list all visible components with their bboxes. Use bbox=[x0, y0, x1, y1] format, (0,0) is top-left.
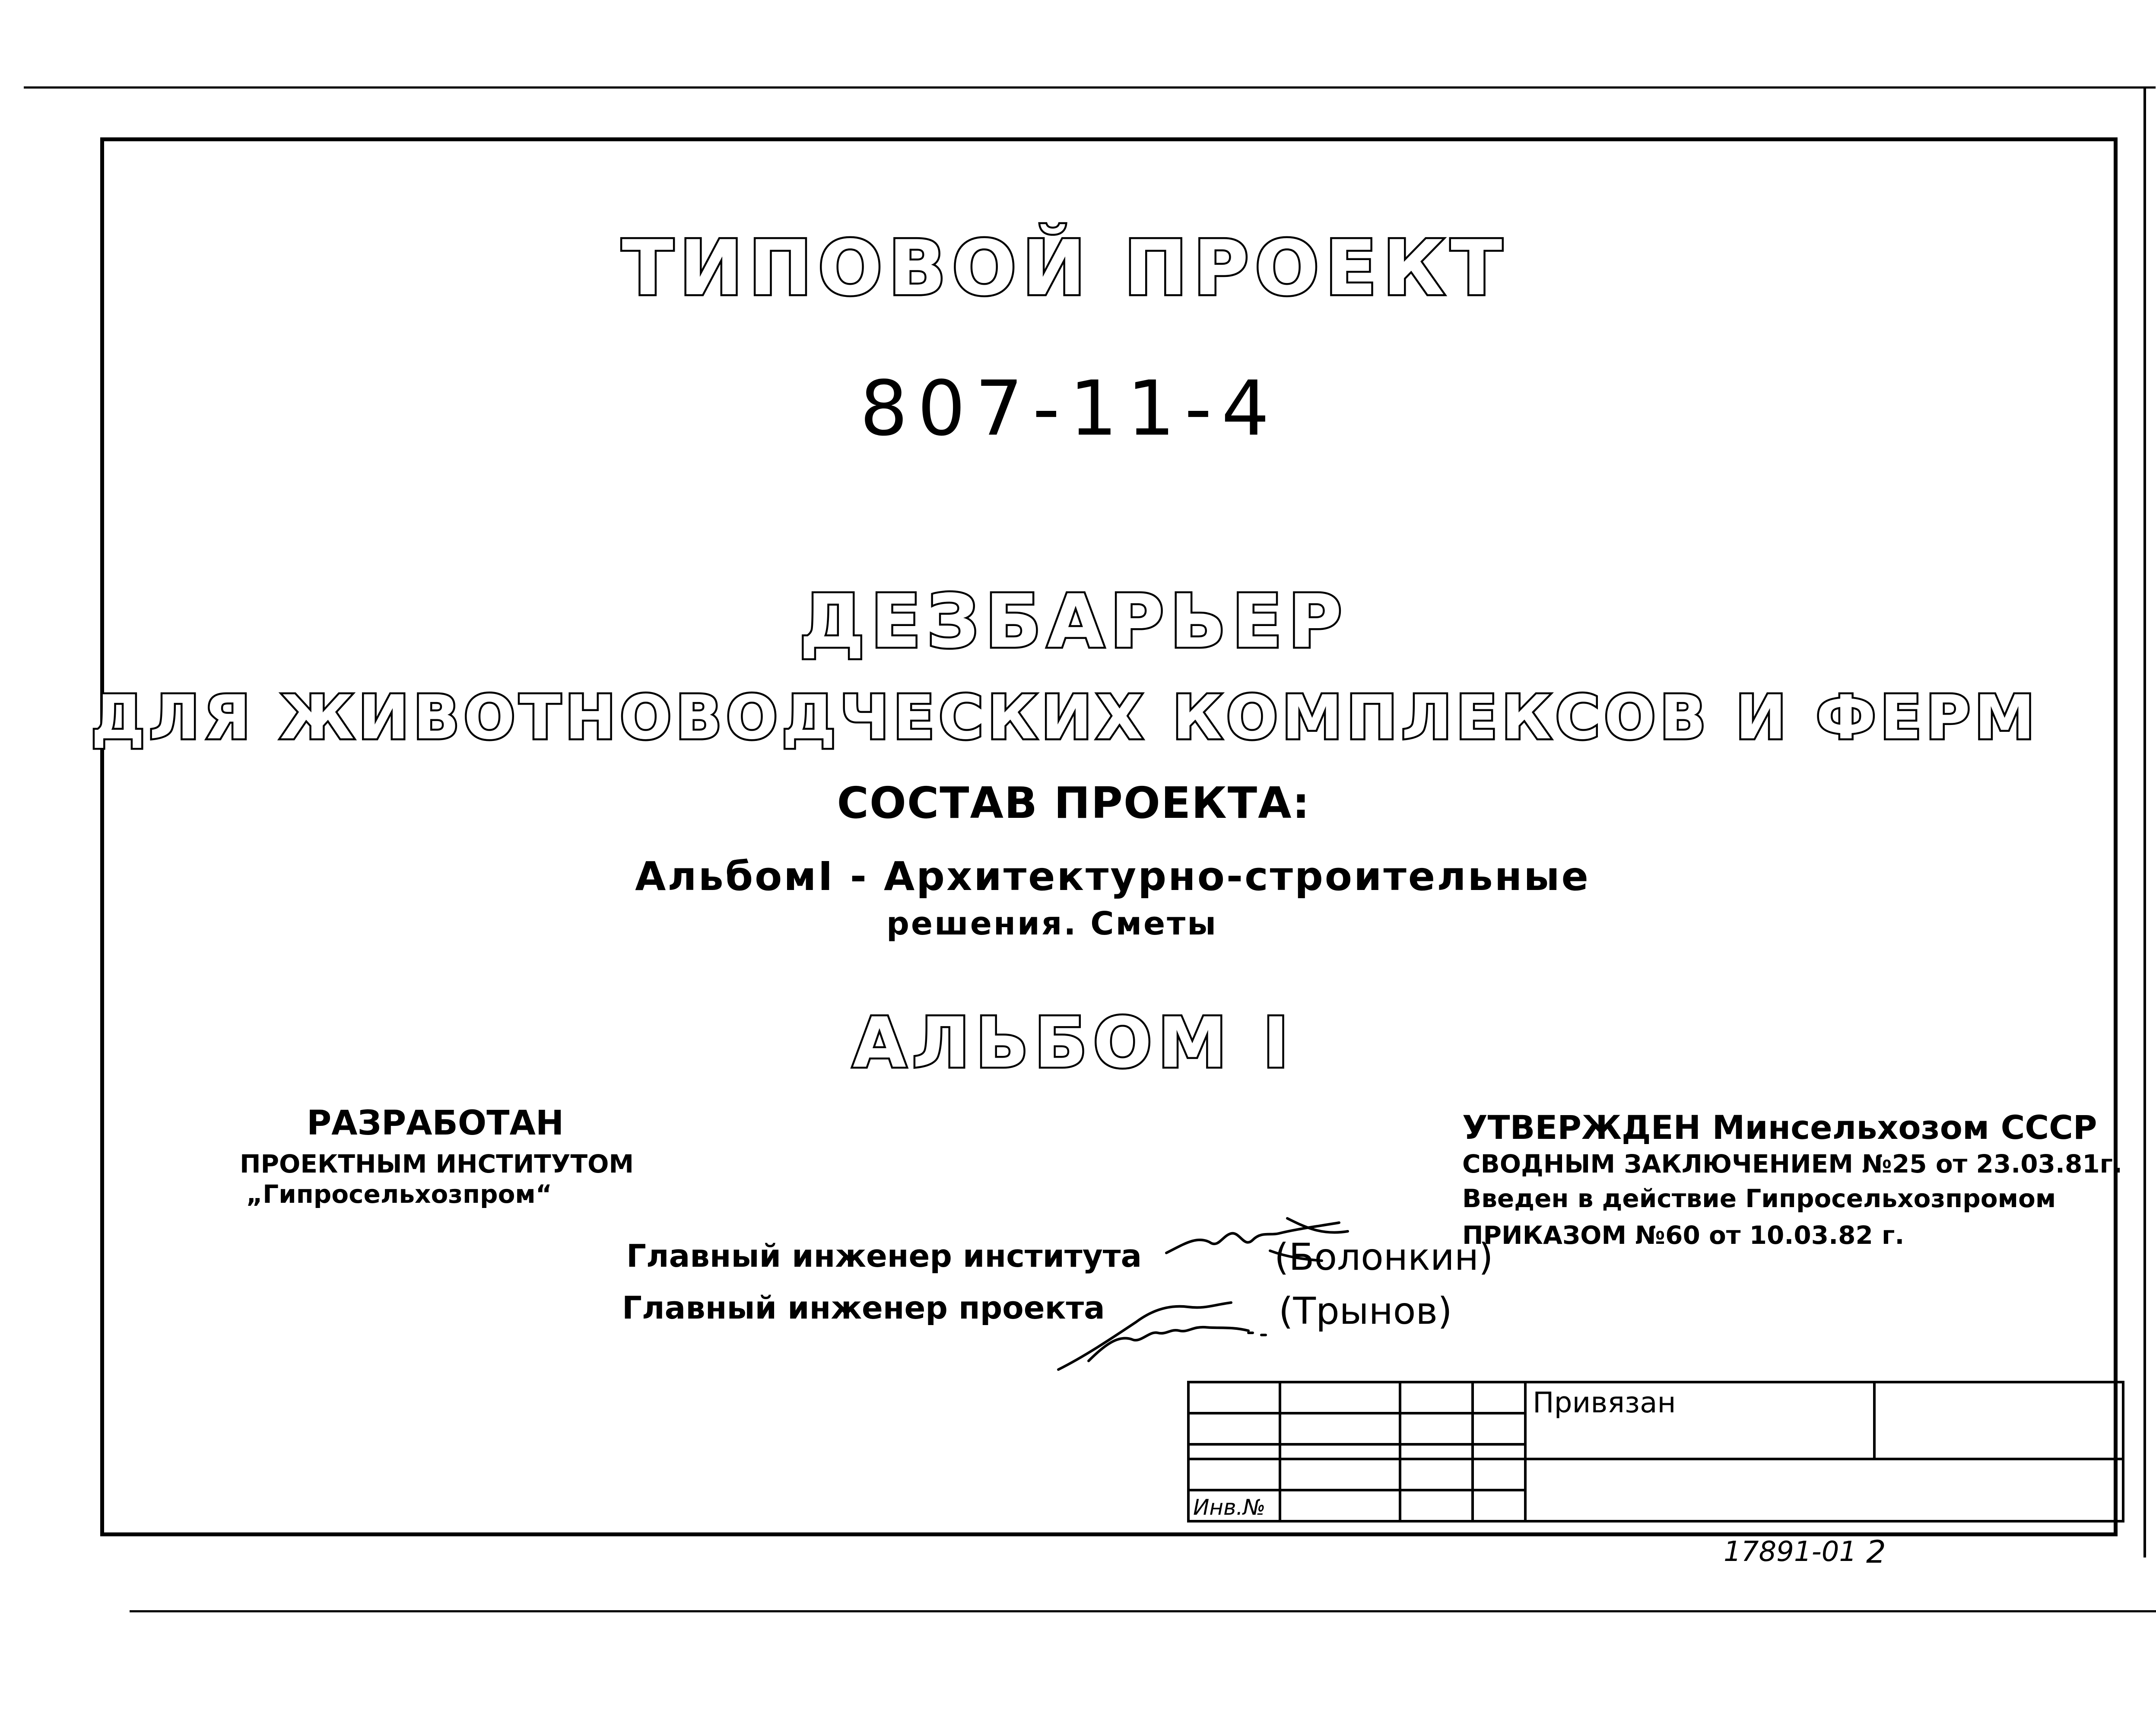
stamp-cell bbox=[1280, 1490, 1400, 1521]
stamp-cell bbox=[1525, 1459, 2123, 1521]
developed-institute-name: „Гипросельхозпром“ bbox=[246, 1179, 552, 1209]
stamp-cell bbox=[1280, 1444, 1400, 1459]
developed-institute: ПРОЕКТНЫМ ИНСТИТУТОМ bbox=[240, 1149, 634, 1179]
stamp-cell bbox=[1188, 1459, 1280, 1490]
object-name-subtitle: ДЛЯ ЖИВОТНОВОДЧЕСКИХ КОМПЛЕКСОВ И ФЕРМ bbox=[91, 683, 2039, 753]
stamp-cell bbox=[1280, 1413, 1400, 1444]
approved-line-4: ПРИКАЗОМ №60 от 10.03.82 г. bbox=[1462, 1221, 1905, 1250]
top-trim-line bbox=[24, 86, 2156, 89]
stamp-cell bbox=[1473, 1382, 1525, 1413]
stamp-bound-cell bbox=[1525, 1382, 1874, 1459]
stamp-cell bbox=[1188, 1413, 1280, 1444]
chief-engineer-project-label: Главный инженер проекта bbox=[622, 1290, 1105, 1326]
project-type-title: ТИПОВОЙ ПРОЕКТ bbox=[622, 225, 1508, 312]
bottom-trim-line bbox=[130, 1610, 2156, 1612]
object-name-title: ДЕЗБАРЬЕР bbox=[799, 579, 1348, 664]
chief-engineer-institute-name: (Болонкин) bbox=[1274, 1236, 1493, 1279]
chief-engineer-institute-label: Главный инженер института bbox=[626, 1238, 1142, 1274]
composition-heading: СОСТАВ ПРОЕКТА: bbox=[837, 778, 1311, 828]
stamp-cell bbox=[1280, 1382, 1400, 1413]
stamp-cell bbox=[1473, 1459, 1525, 1490]
composition-line-2: решения. Сметы bbox=[886, 905, 1218, 942]
signature-bolonkin bbox=[1158, 1210, 1382, 1279]
stamp-inv-label: Инв.№ bbox=[1193, 1495, 1266, 1520]
stamp-cell bbox=[1400, 1382, 1473, 1413]
stamp-inv-cell bbox=[1188, 1490, 1280, 1521]
stamp-cell bbox=[1400, 1459, 1473, 1490]
stamp-table bbox=[1187, 1381, 2124, 1522]
stamp-cell bbox=[1473, 1444, 1525, 1459]
approved-line-1: УТВЕРЖДЕН Минсельхозом СССР bbox=[1462, 1108, 2097, 1147]
approved-line-2: СВОДНЫМ ЗАКЛЮЧЕНИЕМ №25 от 23.03.81г. bbox=[1462, 1149, 2123, 1179]
composition-line-1: АльбомI - Архитектурно-строительные bbox=[635, 853, 1590, 899]
approved-line-3: Введен в действие Гипросельхозпромом bbox=[1462, 1184, 2056, 1213]
developed-heading: РАЗРАБОТАН bbox=[307, 1104, 564, 1143]
chief-engineer-project-name: (Трынов) bbox=[1279, 1290, 1452, 1333]
stamp-cell bbox=[1473, 1413, 1525, 1444]
album-title: АЛЬБОМ I bbox=[852, 1002, 1295, 1083]
sheet-number: 2 bbox=[1866, 1534, 1886, 1570]
document-code: 17891-01 bbox=[1724, 1536, 1857, 1568]
stamp-cell bbox=[1400, 1444, 1473, 1459]
stamp-cell bbox=[1400, 1413, 1473, 1444]
stamp-cell bbox=[1473, 1490, 1525, 1521]
stamp-cell bbox=[1874, 1382, 2123, 1459]
stamp-cell bbox=[1280, 1459, 1400, 1490]
stamp-cell bbox=[1188, 1382, 1280, 1413]
stamp-cell bbox=[1188, 1444, 1280, 1459]
signature-trynov bbox=[1050, 1292, 1292, 1378]
project-number: 807-11-4 bbox=[860, 365, 1279, 453]
stamp-bound-label: Привязан bbox=[1533, 1386, 1676, 1419]
stamp-cell bbox=[1400, 1490, 1473, 1521]
